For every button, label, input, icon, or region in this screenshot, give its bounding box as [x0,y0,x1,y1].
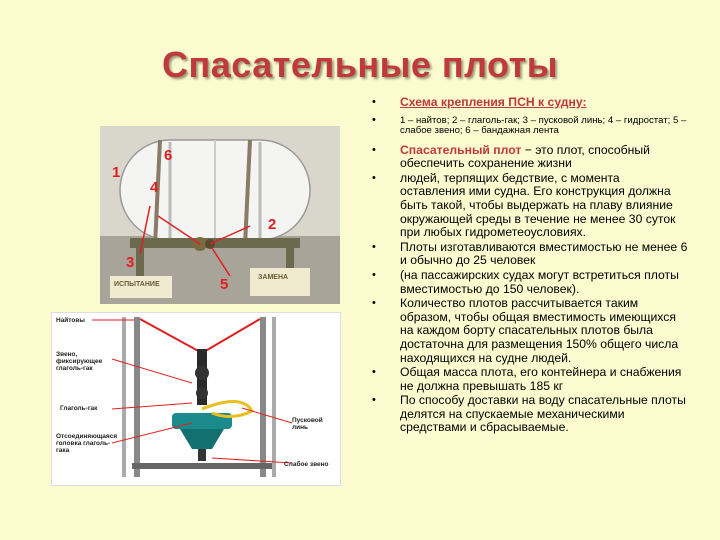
list-item: • Общая масса плота, его контейнера и снабжения не должна превышать 185 кг [372,365,682,393]
list-item: • 1 – найтов; 2 – глаголь-гак; 3 – пусковой линь; 4 – гидростат; 5 – слабое звено; 6 – бандажная лента [372,113,687,137]
raft-photo [100,126,340,304]
label-glagol: Глаголь-гак [60,405,98,412]
photo-sign-left: ИСПЫТАНИЕ [114,281,160,288]
bullet-list [368,96,688,436]
release-diagram [51,312,341,486]
photo-number-1: 1 [112,164,121,181]
label-slaboe: Слабое звено [284,461,329,468]
photo-number-2: 2 [268,216,277,233]
list-item: • По способу доставки на воду спасательные плоты делятся на спускаемые механическими средствами и сбрасываемые. [372,393,686,435]
list-item: • (на пассажирских судах могут встретиться плоты вместимостью до 150 человек). [372,267,679,296]
photo-number-4: 4 [150,179,159,196]
label-zveno: Звено, фиксирующее глаголь-гак [56,351,103,372]
photo-number-5: 5 [220,276,229,293]
list-item: • Спасательный плот − это плот, способный обеспечить сохранение жизни [372,142,650,171]
photo-number-6: 6 [164,147,173,164]
release-mechanism-illustration [52,313,340,485]
label-puskovoy: Пусковой линь [292,417,323,431]
label-naitovy: Найтовы [56,317,85,324]
list-item: • людей, терпящих бедствие, с момента оставления ими судна. Его конструкция должна быть такой, чтобы выдержать на плаву влияние окружающей среды в течение не менее 30 суток при любых гидрометеоусловиях. [372,170,676,240]
photo-sign-right: ЗАМЕНА [258,274,289,281]
photo-number-3: 3 [126,254,135,271]
label-otsoed: Отсоединяющаяся головка глаголь-гака [56,433,118,454]
list-item: • Плоты изготавливаются вместимостью не менее 6 и обычно до 25 человек [372,239,688,268]
list-item: • Количество плотов рассчитывается таким образом, чтобы общая вместимость имеющихся на каждом борту спасательных плотов была достаточна для размещения 150% общего числа находящихся на судне людей. [372,296,679,365]
slide-title: Спасательные плоты [161,44,559,85]
list-item: • Схема крепления ПСН к судну: [372,95,587,109]
